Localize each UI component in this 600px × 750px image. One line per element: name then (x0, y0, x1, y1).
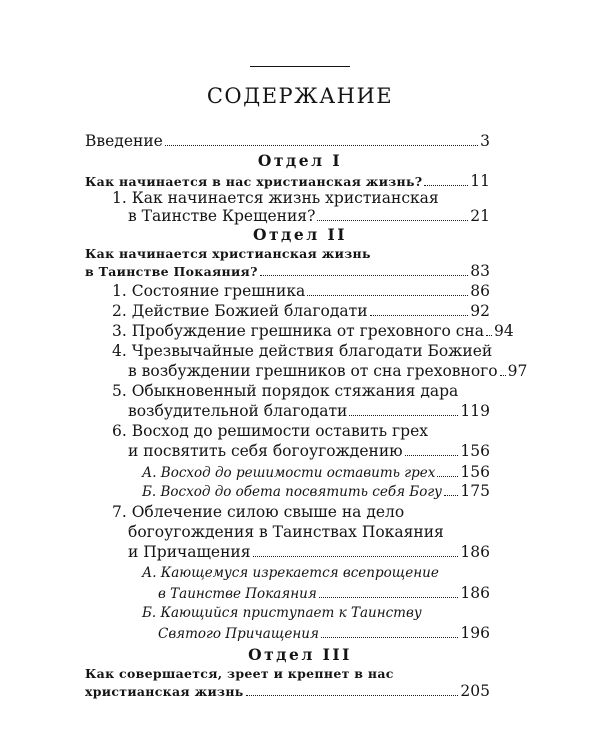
dot-leader (253, 556, 459, 557)
toc-section-title[interactable]: Как начинается христианская жизнь (85, 246, 371, 261)
toc-entry-text: 2. Действие Божией благодати (112, 302, 368, 320)
page-title: СОДЕРЖАНИЕ (206, 84, 394, 108)
toc-entry-text: возбудительной благодати (128, 402, 348, 420)
toc-page-number: 119 (460, 402, 490, 420)
dot-leader (424, 185, 468, 186)
dot-leader (444, 495, 458, 496)
toc-entry-text: и посвятить себя богоугождению (128, 442, 403, 460)
dot-leader (321, 637, 459, 638)
toc-entry-text[interactable]: 7. Облечение силою свыше на дело (112, 503, 405, 521)
toc-subentry[interactable] (158, 624, 490, 642)
toc-section-title[interactable] (85, 682, 490, 700)
toc-entry-text: в Таинстве Покаяния? (85, 264, 258, 279)
dot-leader (165, 145, 478, 146)
section-heading: Отдел II (252, 225, 348, 244)
toc-page-number: 97 (507, 362, 528, 380)
toc-entry-text: христианская жизнь (85, 684, 244, 699)
toc-page-number: 11 (470, 172, 490, 190)
toc-entry-text[interactable]: 4. Чрезвычайные действия благодати Божией (112, 342, 493, 360)
toc-page-number: 86 (470, 282, 490, 300)
dot-leader (437, 476, 458, 477)
toc-page-number: 186 (460, 584, 490, 602)
toc-entry-text: 3. Пробуждение грешника от греховного сна (112, 322, 484, 340)
dot-leader (349, 415, 458, 416)
toc-page-number: 205 (460, 682, 490, 700)
section-heading: Отдел III (248, 645, 352, 664)
dot-leader (370, 315, 469, 316)
toc-entry-text: Как начинается в нас христианская жизнь? (85, 174, 423, 189)
dot-leader (405, 455, 459, 456)
dot-leader (317, 220, 468, 221)
dot-leader (246, 695, 459, 696)
toc-entry-text: А. Восход до решимости оставить грех (142, 465, 436, 481)
toc-entry[interactable] (128, 207, 490, 225)
dot-leader (307, 295, 468, 296)
toc-subentry[interactable] (142, 482, 490, 500)
section-heading: Отдел I (257, 151, 343, 170)
toc-entry[interactable] (112, 322, 514, 340)
toc-page-number: 156 (460, 442, 490, 460)
toc-page-number: 92 (470, 302, 490, 320)
toc-entry-text: в возбуждении грешников от сна греховного (128, 362, 498, 380)
toc-section-title[interactable] (85, 172, 490, 190)
toc-entry-text[interactable]: 5. Обыкновенный порядок стяжания дара (112, 382, 459, 400)
toc-section-title[interactable] (85, 262, 490, 280)
toc-entry-text: в Таинстве Крещения? (128, 207, 316, 225)
toc-entry[interactable] (128, 362, 528, 380)
toc-entry-text[interactable]: А. Кающемуся изрекается всепрощение (142, 565, 439, 581)
toc-entry-text[interactable]: 1. Как начинается жизнь христианская (112, 189, 439, 207)
dot-leader (500, 375, 506, 376)
toc-page-number: 94 (493, 322, 514, 340)
toc-entry[interactable] (128, 543, 490, 561)
toc-entry-text: Б. Восход до обета посвятить себя Богу (142, 484, 443, 500)
toc-entry-text[interactable]: 6. Восход до решимости оставить грех (112, 422, 428, 440)
toc-entry[interactable] (112, 282, 490, 300)
toc-page-number: 21 (470, 207, 490, 225)
toc-entry-text: Введение (85, 132, 163, 150)
toc-entry-text[interactable]: Б. Кающийся приступает к Таинству (142, 605, 422, 621)
toc-section-title[interactable]: Как совершается, зреет и крепнет в нас (85, 666, 394, 681)
toc-entry-text: в Таинстве Покаяния (158, 586, 317, 602)
toc-subentry[interactable] (142, 463, 490, 481)
toc-entry-text: Святого Причащения (158, 626, 319, 642)
dot-leader (319, 597, 459, 598)
dot-leader (486, 335, 492, 336)
toc-page-number: 186 (460, 543, 490, 561)
toc-page-number: 175 (460, 482, 490, 500)
toc-entry-text: 1. Состояние грешника (112, 282, 306, 300)
toc-subentry[interactable] (158, 584, 490, 602)
toc-entry-intro[interactable] (85, 132, 490, 150)
toc-entry-text: и Причащения (128, 543, 251, 561)
title-rule (250, 66, 350, 67)
toc-entry[interactable] (128, 442, 490, 460)
toc-page-number: 83 (470, 262, 490, 280)
toc-entry[interactable] (112, 302, 490, 320)
toc-page-number: 3 (480, 132, 490, 150)
toc-page-number: 196 (460, 624, 490, 642)
toc-entry[interactable] (128, 402, 490, 420)
toc-entry-text[interactable]: богоугождения в Таинствах Покаяния (128, 523, 444, 541)
toc-page-number: 156 (460, 463, 490, 481)
dot-leader (260, 275, 469, 276)
